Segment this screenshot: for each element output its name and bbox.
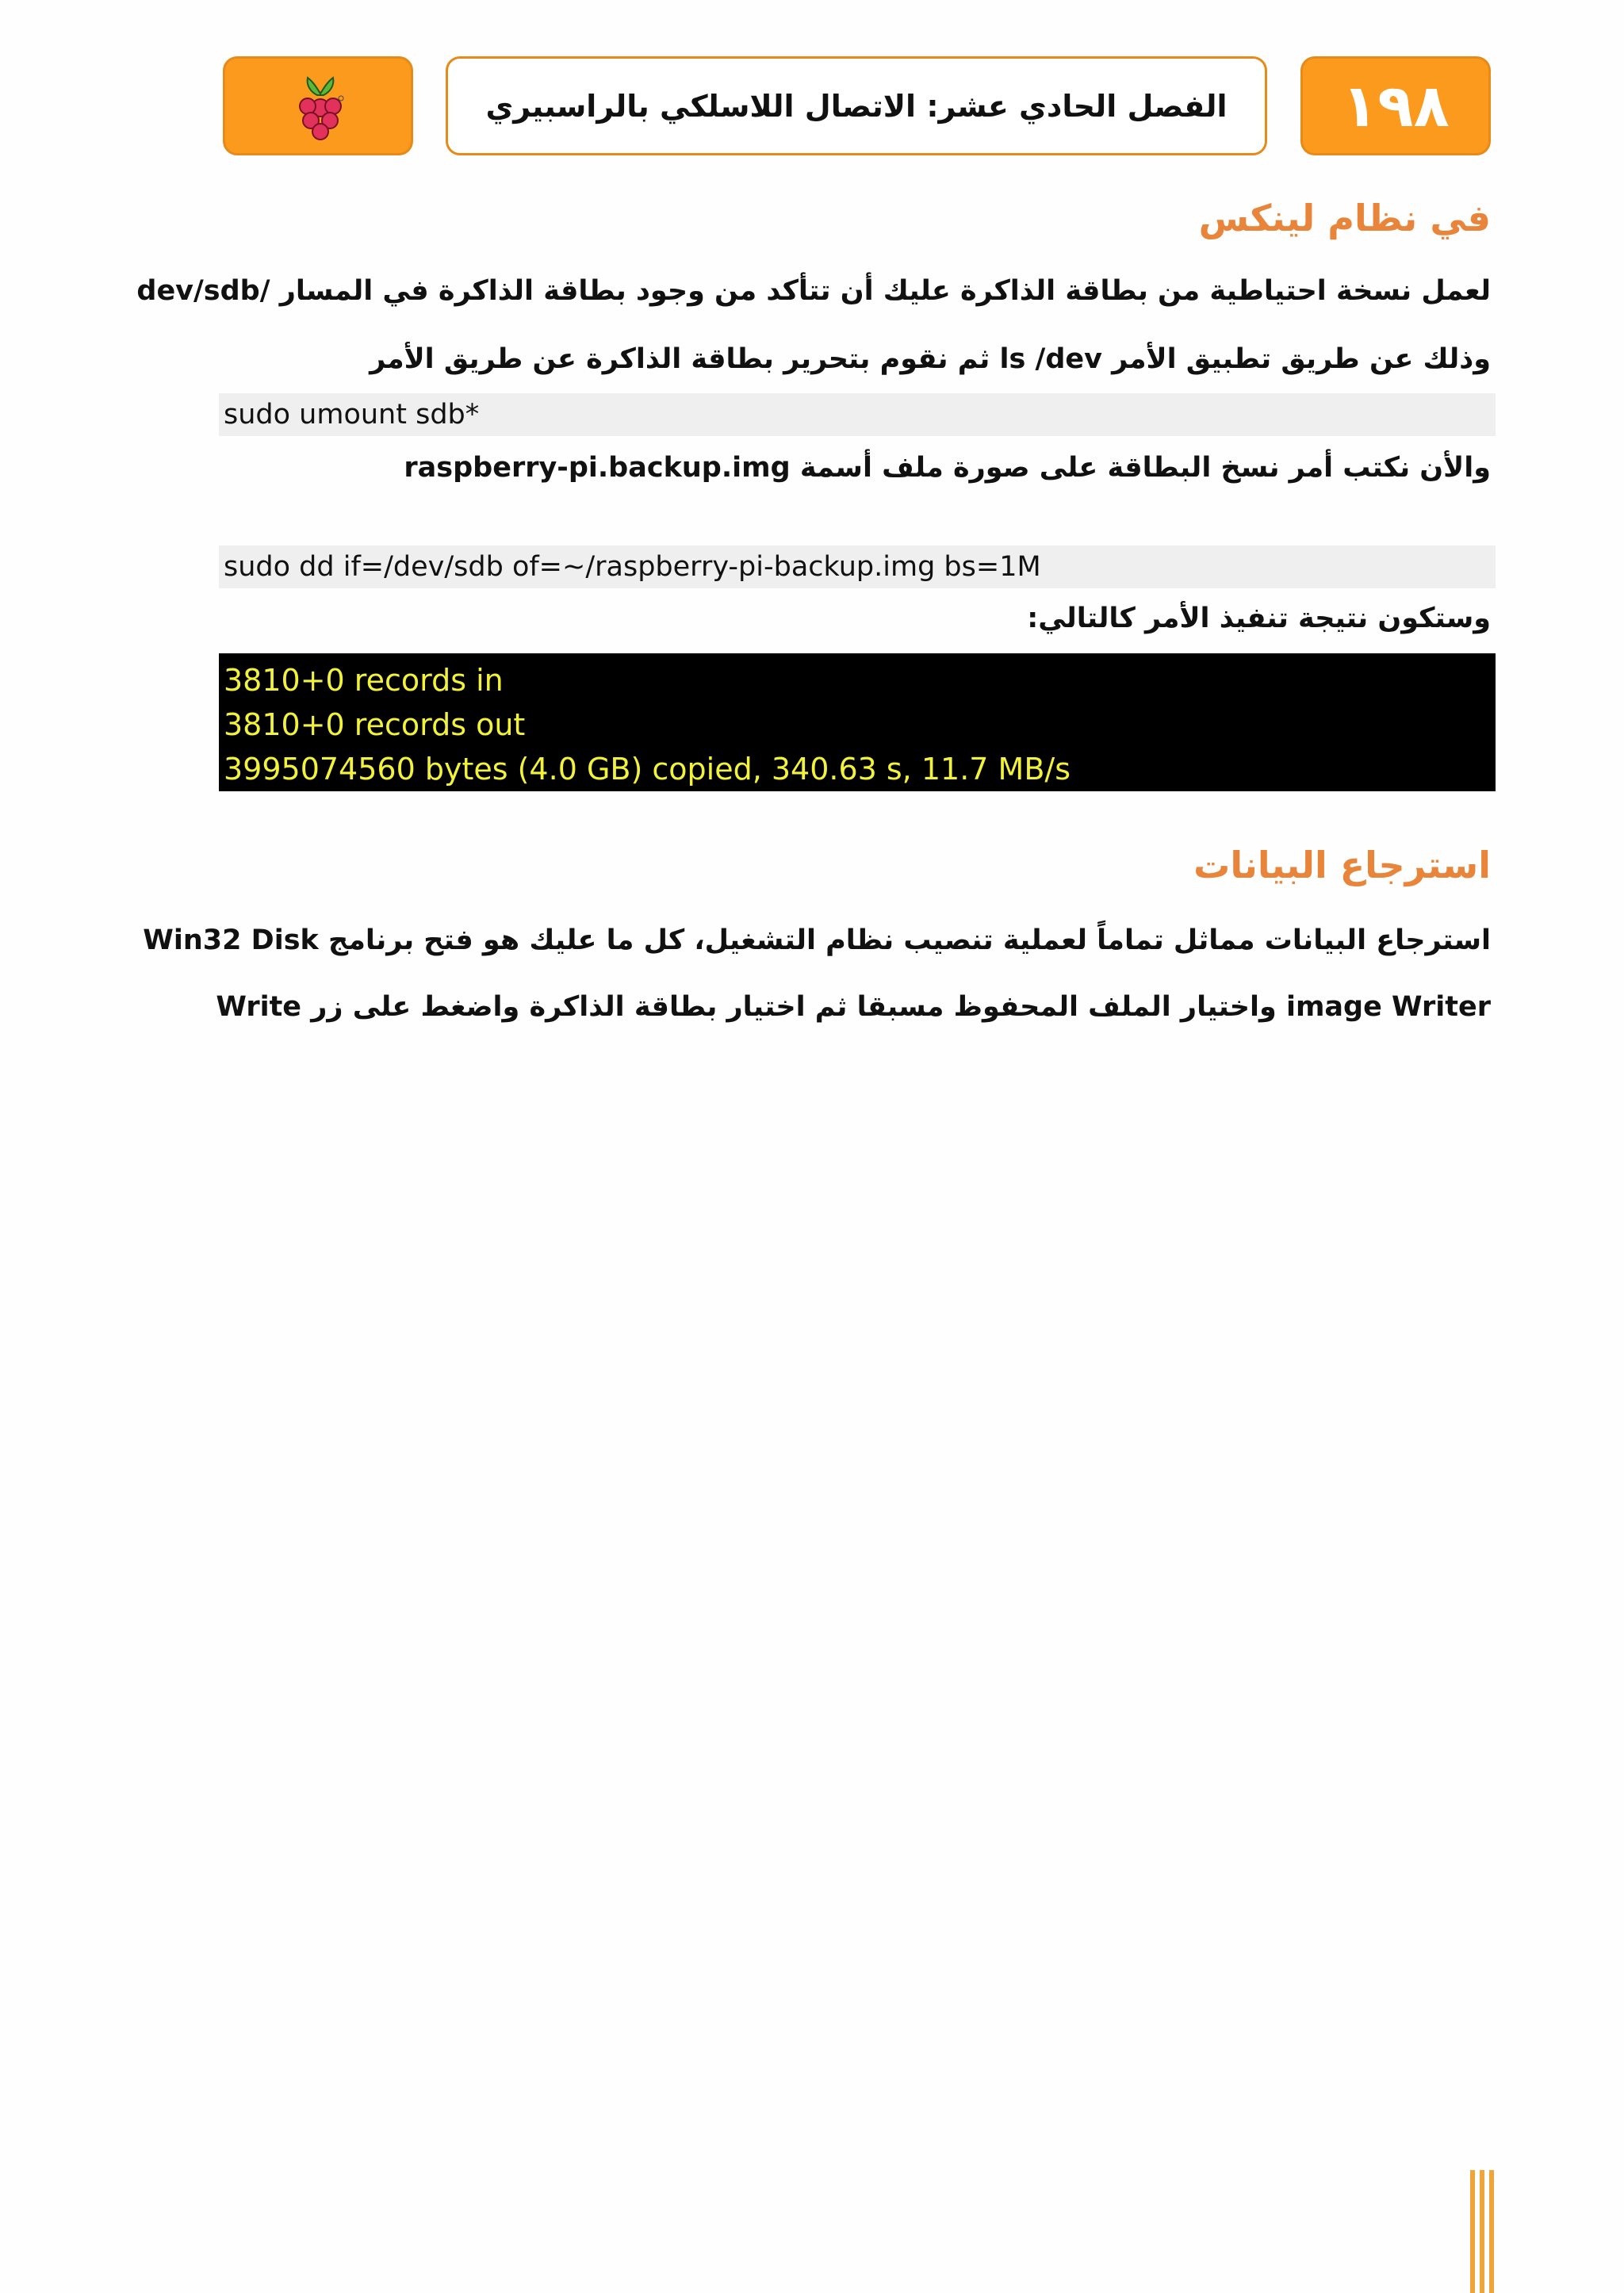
decorative-line <box>1489 2170 1494 2293</box>
paragraph-line: وذلك عن طريق تطبيق الأمر ls /dev ثم نقوم بتحرير بطاقة الذاكرة عن طريق الأمر <box>370 343 1491 375</box>
decorative-line <box>1480 2170 1484 2293</box>
terminal-line: 3810+0 records in <box>224 663 504 698</box>
paragraph-line: لعمل نسخة احتياطية من بطاقة الذاكرة عليك أن تتأكد من وجود بطاقة الذاكرة في المسار /dev/sdb <box>136 275 1491 307</box>
page-number: ١٩٨ <box>1342 71 1450 140</box>
paragraph-line: استرجاع البيانات مماثل تماماً لعملية تنصيب نظام التشغيل، كل ما عليك هو فتح برنامج Win32 Disk <box>143 924 1491 956</box>
section-heading-restore: استرجاع البيانات <box>1193 844 1491 886</box>
chapter-title-box <box>446 56 1267 155</box>
decorative-line <box>1470 2170 1475 2293</box>
paragraph-line: وستكون نتيجة تنفيذ الأمر كالتالي: <box>1027 603 1491 634</box>
section-heading-linux: في نظام لينكس <box>1198 197 1491 239</box>
terminal-output <box>219 653 1496 791</box>
logo-box <box>223 56 413 155</box>
paragraph-line: والأن نكتب أمر نسخ البطاقة على صورة ملف أسمة raspberry-pi.backup.img <box>404 452 1491 484</box>
chapter-title: الفصل الحادي عشر: الاتصال اللاسلكي بالراسبيري <box>485 88 1228 124</box>
terminal-line: 3995074560 bytes (4.0 GB) copied, 340.63 s, 11.7 MB/s <box>224 752 1071 787</box>
code-block-dd: sudo dd if=/dev/sdb of=~/raspberry-pi-backup.img bs=1M <box>219 545 1496 588</box>
page-number-box <box>1300 56 1491 155</box>
paragraph-line: image Writer واختيار الملف المحفوظ مسبقا ثم اختيار بطاقة الذاكرة واضغط على زر Write <box>216 991 1491 1023</box>
raspberry-pi-logo-icon <box>290 71 350 144</box>
code-block-umount: sudo umount sdb* <box>219 393 1496 436</box>
terminal-line: 3810+0 records out <box>224 707 526 742</box>
